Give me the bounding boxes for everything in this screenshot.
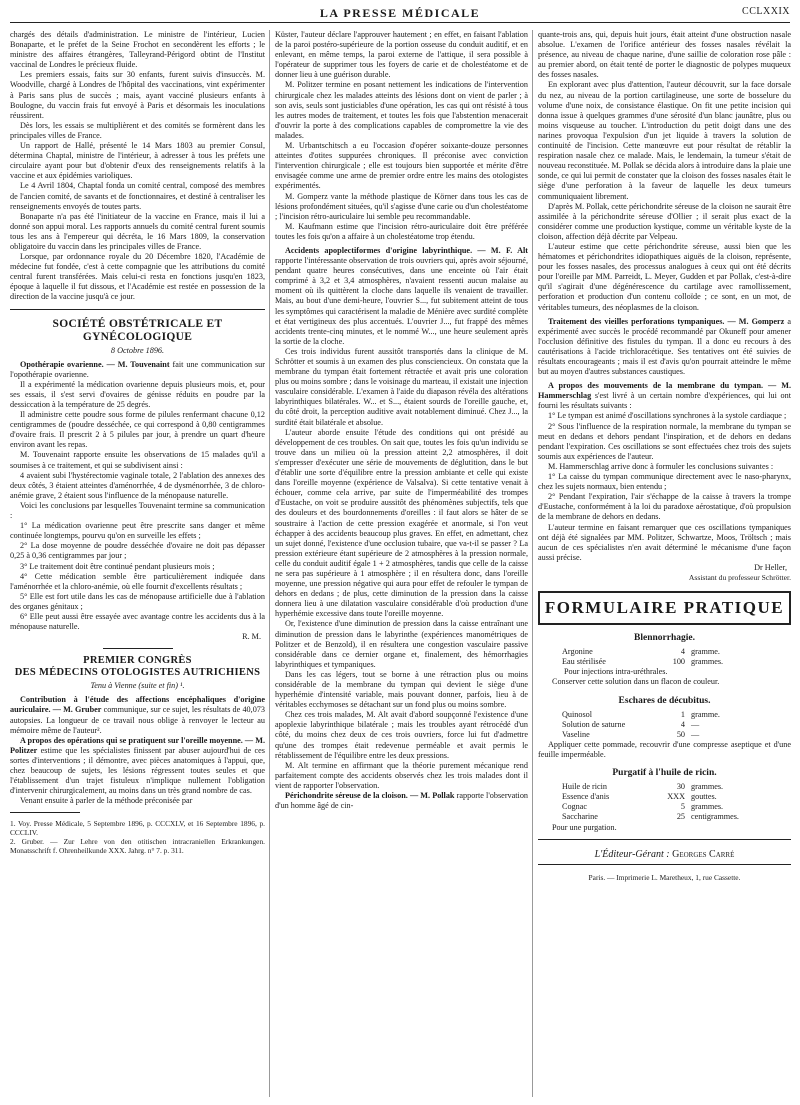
ingredient-row (538, 792, 791, 802)
article-heading: Traitement des vieilles perforations tympaniques. — M. Gomperz (548, 316, 785, 326)
paragraph: M. Hammerschlag arrive donc à formuler les conclusions suivantes : (548, 461, 774, 471)
article-heading: Opothérapie ovarienne. — M. Touvenaint (20, 359, 170, 369)
paragraph: M. Kaufmann estime que l'incision rétro-auriculaire doit être préférée toutes les fois qu'on a affaire à un cholestéatome trop étendu. (275, 221, 528, 241)
paragraph: quante-trois ans, qui, depuis huit jours, était atteint d'une obstruction nasale absolue. L'examen de l'orifice antérieur des fosses nasales révélait la présence, au niveau de chaque narine, d'une saillie de coloration rose pâle : au premier abord, on était tenté de porter le diagnostic de polypes muqueux des fosses nasales. (538, 30, 791, 80)
ingredient-quantity: XXX (667, 792, 685, 802)
recipe-title: Blennorrhagie. (634, 633, 695, 644)
recipe-title: Eschares de décubitus. (618, 695, 711, 706)
ingredient-quantity: 100 (672, 657, 685, 667)
ingredient-row (538, 730, 791, 740)
paragraph: Chez ces trois malades, M. Alt avait d'abord soupçonné l'existence d'une apoplexie labyrinthique bilatérale ; mais les troubles ayant rétrocédé d'un côté, du moins chez deux de ces trois ouvriers, force lui fut d'admettre qu'une des trompes était redevenue perméable et avait permis le rétablissement de l'équilibre entre les deux pressions. (275, 710, 528, 760)
editor-line (538, 850, 791, 860)
recipe-note: Appliquer cette pommade, recouvrir d'une compresse aseptique et d'une feuille imperméable. (538, 739, 791, 759)
list-item: 2° Sous l'influence de la respiration normale, la membrane du tympan se meut en dedans et dehors pendant l'inspiration, et de dehors en dedans pendant l'expiration. Ces oscillations se sont effectuées chez trois des sujets soumis aux expériences de l'auteur. (538, 421, 791, 461)
conclusion-item: 1° La médication ovarienne peut être prescrite sans danger et même continuée longtemps, pourvu qu'on en surveille les effets ; (10, 521, 265, 541)
ingredient-quantity: 30 (676, 782, 685, 792)
recipe-ingredients (538, 647, 791, 667)
column-3 (538, 30, 791, 1097)
paragraph: M. Touvenaint rapporte ensuite les observations de 15 malades qu'il a soumises à ce traitement, et qui se subdivisent ainsi : (10, 450, 265, 470)
ingredient-name: Quinosol (562, 709, 593, 719)
footnote: 1. Voy. Presse Médicale, 5 Septembre 1896, p. CCCXLV, et 16 Septembre 1896, p. CCCLIV. (10, 819, 265, 838)
ingredient-row (538, 657, 791, 667)
section-title-society: SOCIÉTÉ OBSTÉTRICALE ET GYNÉCOLOGIQUE (52, 317, 223, 343)
paragraph: Traitement des vieilles perforations tympaniques. — M. Gomperz a expérimenté avec succès le procédé recommandé par Okuneff pour amener l'occlusion définitive des fistules du tympan. Il a donc eu recours à des cautérisations à l'acide trichloracétique. Ses tentatives ont été suivies de résultats encourageants ; mais il est d'avis qu'on pourrait atteindre le même but au moyen d'autres substances caustiques. (538, 316, 791, 377)
paragraph: Bonaparte n'a pas été l'initiateur de la vaccine en France, mais il lui a donné son appui moral. Les rapports annuels du comité central furent soumis tous les ans à l'empereur qui décréta, le 16 Mars 1809, la conservation obligatoire du vaccin dans les principales villes de France. (10, 211, 265, 251)
ingredient-row (538, 802, 791, 812)
recipe-title: Purgatif à l'huile de ricin. (612, 768, 717, 779)
paragraph: L'auteur estime que cette périchondrite séreuse, aussi bien que les hématomes et périchondrites idiopathiques aiguës de la cloison, représente, pour les fosses nasales, des processus analogues à ceux qui ont été décrits pour l'oreille par MM. Parreidt, L. Meyer, Gudden et par Pollak, c'est-à-dire qu'il s'agirait d'une dégénérescence du cartilage avec ramollissement, perforation et production d'un contenu colloïde ; ce sont, en un mot, de véritables tumeurs, des néoplasmes de la cloison. (538, 241, 791, 312)
section-rule (10, 309, 265, 310)
recipe-note: Pour injections intra-uréthrales. (564, 667, 668, 677)
column-2 (275, 30, 528, 1097)
ingredient-row (538, 710, 791, 720)
paragraph: Dans les cas légers, tout se borne à une rétraction plus ou moins considérable de la membrane du tympan qui devient le siège d'une hyperhémie d'intensité variable, mais pouvant donner, parfois, lieu à de véritables ecchymoses se détachant sur un fond plus ou moins sombre. (275, 669, 528, 710)
paragraph: Accidents apoplectiformes d'origine labyrinthique. — M. F. Alt rapporte l'intéressante observation de trois ouvriers qui, après avoir séjourné, pendant quatre heures consécutives, dans une enceinte où l'air était comprimé à 3,2 et 3,4 atmosphères, n'avaient ressenti aucun malaise au moment où ils quittèrent la cloche dans laquelle ils venaient de travailler. Mais, au bout d'une demi-heure, l'ouvrier S..., fut subitement atteint de tous les symptômes qui caractérisent la maladie de Ménière avec surdité complète et état vertigineux des plus accentués. L'ouvrier J..., fut frappé des mêmes accidents trente-cinq minutes, et le nommé W..., une heure seulement après la sortie de la cloche. (275, 245, 528, 346)
ingredient-unit: grammes. (691, 782, 724, 792)
header-rule (10, 22, 790, 23)
paragraph: A propos des mouvements de la membrane du tympan. — M. Hammerschlag s'est livré à un certain nombre d'expériences, qui lui ont fourni les résultats suivants : (538, 381, 791, 411)
editor-label: L'Éditeur-Gérant : (594, 848, 670, 860)
article-heading: Accidents apoplectiformes d'origine labyrinthique. — M. F. Alt (285, 245, 528, 255)
paragraph: En explorant avec plus d'attention, l'auteur découvrit, sur la face dorsale du nez, au niveau de la portion cartilagineuse, une sorte de bosselure du volume d'une noix, de consistance élastique. On fit une petite incision qui donna issue à quelques grammes d'une sérosité d'un blanc jaunâtre, plus ou moins visqueuse au toucher. L'introduction du petit doigt dans une des narines provoqua l'expulsion d'un jet liquide à travers la solution de continuité de l'incision. Cette manœuvre eut pour résultat de rétablir la respiration nasale chez ce malade. Mais, le lendemain, la tumeur s'était de nouveau reconstituée. M. Pollak se décida alors à introduire dans la plaie une sonde, ce qui lui permit de constater que la cloison des fosses nasales était le siège d'une perforation à la faveur de laquelle les deux tumeurs communiquaient librement. (538, 80, 791, 201)
paragraph: L'auteur aborde ensuite l'étude des conditions qui ont présidé au développement de ces troubles. On sait que, toutes les fois qu'un individu se trouve dans un milieu où la pression atteint 2,2 atmosphères, il doit s'empresser d'exécuter une série de mouvements de déglutition, dans le but d'établir une sorte d'équilibre entre la pression ambiante et celle qui existe dans l'oreille moyenne (expérience de Valsalva). Si cette tentative venait à échouer, comme cela arrive, par suite de l'imperméabilité des trompes d'Eustache, on voit se produire aussitôt des phénomènes subjectifs, tels que des douleurs et des bourdonnements d'oreilles : il faut alors se hâter de se soustraire à l'action de cette pression exagérée et anormale, si l'on veut échapper à des accidents beaucoup plus graves. En effet, en admettant, chez un sujet donné, l'existence d'une occlusion tubaire, que va-t-il se passer ? La pression extérieure étant supérieure de 2 atmosphères à la pression normale, celle du conduit auditif égale 1 + 2 atmosphères, tandis que celle de la caisse ne sera pas supérieure à 1 atmosphère ; il en résultera donc, dans l'oreille moyenne, une pression négative qui aura pour effet de refouler le tympan de dehors en dedans ; de plus, cette diminution de la pression dans la caisse donnera lieu à une dilatation vasculaire considérable d'où production d'une hyperhémie excessive dans toute l'oreille moyenne. (275, 427, 528, 619)
ingredient-row (538, 720, 791, 730)
paragraph: Küster, l'auteur déclare l'approuver hautement ; en effet, en faisant l'ablation de la paroi postéro-supérieure de la portion osseuse du conduit auditif, et en enlevant, en même temps, la paroi externe de l'attique, il sera possible à l'opérateur de supprimer tous les foyers de carie et de cholestéatome et de donner lieu à une guérison durable. (275, 30, 528, 80)
article-heading: Contribution à l'étude des affections encéphaliques d'origine auriculaire. — M. Gruber (10, 695, 265, 715)
ingredient-quantity: 1 (680, 709, 685, 719)
recipe-note: Pour une purgation. (552, 822, 617, 832)
paragraph: M. Gomperz vante la méthode plastique de Körner dans tous les cas de lésions profondément situées, qu'il s'agisse d'une carie ou d'un cholestéatome ; l'incision rétro-auriculaire lui semble peu recommandable. (275, 191, 528, 221)
footnote: 2. Gruber. — Zur Lehre von den otitischen intracraniellen Erkrankungen. Monatsschrift f. Ohrenheilkunde XXX. Jahrg. n° 7. p. 311. (10, 837, 265, 856)
conclusion-item: 3° Le traitement doit être continué pendant plusieurs mois ; (20, 561, 215, 571)
conclusion-item: 6° Elle peut aussi être essayée avec avantage contre les accidents dus à la ménopause naturelle. (10, 611, 265, 632)
printer-imprint: Paris. — Imprimerie L. Maretheux, 1, rue Cassette. (588, 872, 741, 882)
recipe-note: Conserver cette solution dans un flacon de couleur. (552, 677, 720, 687)
ingredient-quantity: 4 (680, 719, 685, 729)
ingredient-row (538, 812, 791, 822)
paragraph: Il administre cette poudre sous forme de pilules renfermant chacune 0,12 centigrammes de (poudre desséchée, ce qui correspond à 0,80 centigrammes d'ovaire frais. Il prescrit 2 à 5 pilules par jour, à prendre un quart d'heure environ avant les repas. (10, 410, 265, 450)
author-affiliation: Assistant du professeur Schrötter. (688, 572, 791, 582)
paragraph: Il a expérimenté la médication ovarienne depuis plusieurs mois, et, pour ses essais, il s'est servi d'ovaires de génisse réduits en poudre par la dessiccation à la température de 25 degrés. (10, 379, 265, 409)
ingredient-name: Cognac (562, 802, 588, 812)
paragraph: 4 avaient subi l'hystérectomie vaginale totale, 2 l'ablation des annexes des deux côtés, 3 étaient atteintes d'aménorrhée, 4 de dysménorrhée, 3 de chloro-anémie grave, 2 étaient sous l'influence de la ménopause naturelle. (10, 470, 265, 500)
recipe-ingredients (538, 782, 791, 822)
footnote-rule (10, 812, 80, 813)
list-item: 1° Le tympan est animé d'oscillations synchrones à la systole cardiaque ; (548, 411, 787, 421)
column-divider (269, 30, 270, 1097)
formulary-title: FORMULAIRE PRATIQUE (544, 598, 785, 618)
page-folio: CCLXXIX (742, 6, 790, 17)
paragraph: Voici les conclusions par lesquelles Touvenaint termine sa communication : (10, 500, 265, 521)
conclusion-item: 4° Cette médication semble être particulièrement indiquée dans l'aménorrhée et la chloro-anémie, où elle fournit d'excellents résultats ; (10, 571, 265, 591)
section-rule (538, 864, 791, 865)
section-subtitle-congress: DES MÉDECINS OTOLOGISTES AUTRICHIENS (14, 667, 261, 679)
journal-title: LA PRESSE MÉDICALE (319, 6, 481, 20)
list-item: 1° La caisse du tympan communique directement avec le naso-pharynx, chez les sujets normaux, bien entendu ; (538, 472, 791, 492)
section-date: 8 Octobre 1896. (110, 345, 165, 355)
paragraph: Lorsque, par ordonnance royale du 20 Décembre 1820, l'Académie de médecine fut fondée, c'est à cette compagnie que les attributions du comité central furent transférées. Mais celui-ci resta en fonctions jusqu'en 1823, époque à laquelle il fut dissous, et l'Académie est restée en possession de la direction de la vaccine jusqu'à ce jour. (10, 252, 265, 302)
ingredient-name: Saccharine (562, 812, 598, 822)
ingredient-quantity: 4 (680, 647, 685, 657)
article-heading: Périchondrite séreuse de la cloison. — M. Pollak (285, 791, 455, 801)
paragraph: Dès lors, les essais se multiplièrent et des comités se formèrent dans les principales villes de France. (10, 120, 265, 140)
paragraph: Périchondrite séreuse de la cloison. — M. Pollak rapporte l'observation d'un homme âgé de cin- (275, 791, 528, 811)
section-rule (538, 839, 791, 840)
ingredient-unit: gramme. (691, 709, 720, 719)
ingredient-unit: grammes. (691, 802, 724, 812)
ingredient-unit: — (691, 719, 700, 729)
paragraph: Opothérapie ovarienne. — M. Touvenaint fait une communication sur l'opothérapie ovarienne. (10, 359, 265, 379)
ingredient-unit: gouttes. (691, 792, 717, 802)
list-item: 2° Pendant l'expiration, l'air s'échappe de la caisse à travers la trompe d'Eustache, conformément à la loi du paradoxe aérostatique, d'où propulsion de la membrane de dehors en dedans. (538, 492, 791, 522)
ingredient-name: Essence d'anis (562, 792, 610, 802)
paragraph: Or, l'existence d'une diminution de pression dans la caisse entraînant une diminution de pression dans le labyrinthe (expériences manométriques de Politzer et de Benzold), il en résultera une congestion vasculaire passive considérable dans ce dernier organe et, finalement, des hémorrhagies labyrinthiques et tympaniques. (275, 619, 528, 669)
section-rule (103, 648, 173, 649)
paragraph: D'après M. Pollak, cette périchondrite séreuse de la cloison ne saurait être assimilée à la périchondrite séreuse d'Ollier ; il serait plus exact de la considérer comme une production kystique, comme un véritable kyste de la cloison, affection déjà décrite par Velpeau. (538, 201, 791, 241)
ingredient-quantity: 50 (676, 729, 685, 739)
ingredient-name: Eau stérilisée (562, 657, 606, 667)
ingredient-unit: — (691, 729, 700, 739)
ingredient-name: Solution de saturne (562, 719, 626, 729)
ingredient-row (538, 647, 791, 657)
paragraph: Venant ensuite à parler de la méthode préconisée par (20, 796, 193, 806)
ingredient-name: Huile de ricin (562, 782, 608, 792)
ingredient-quantity: 25 (676, 812, 685, 822)
ingredient-unit: grammes. (691, 657, 724, 667)
paragraph: Les premiers essais, faits sur 30 enfants, furent suivis d'insuccès. M. Woodville, chargé à Londres de l'hôpital des vaccinations, vint expérimenter à Paris sans plus de succès ; mais, ayant vacciné plusieurs enfants à Boulogne, du vaccin frais fut envoyé à Paris et désormais les inoculations réussirent. (10, 70, 265, 120)
column-1 (10, 30, 265, 1097)
author-signature: R. M. (242, 632, 261, 642)
formulary-title-box (538, 591, 791, 625)
column-divider (532, 30, 533, 1097)
ingredient-unit: gramme. (691, 647, 720, 657)
conclusion-item: 2° La dose moyenne de poudre desséchée d'ovaire ne doit pas dépasser 0,25 à 0,36 centigrammes par jour ; (10, 541, 265, 561)
paragraph: Un rapport de Hallé, présenté le 14 Mars 1803 au premier Consul, détermina Chaptal, ministre de l'intérieur, à adresser à tous les préfets une circulaire ayant pour but d'obtenir d'eux des renseignements relatifs à la vaccine et aux épidémies varioliques. (10, 141, 265, 181)
ingredient-quantity: 5 (680, 802, 685, 812)
paragraph: chargés des détails d'administration. Le ministre de l'intérieur, Lucien Bonaparte, et le préfet de la Seine Frochot en secondèrent les efforts ; le ministre des affaires étrangères, Talleyrand-Périgord obtint de l'Institut vaccinal de Londres le précieux fluide. (10, 30, 265, 70)
paragraph: Le 4 Avril 1804, Chaptal fonda un comité central, composé des membres de l'ancien comité, de savants et de fonctionnaires, et destiné à centraliser les renseignements envoyés de toutes parts. (10, 181, 265, 211)
paragraph: Contribution à l'étude des affections encéphaliques d'origine auriculaire. — M. Gruber communique, sur ce sujet, les résultats de 40,073 autopsies. La longueur de ce travail nous oblige à renvoyer le lecteur au mémoire même de l'auteur². (10, 695, 265, 735)
paragraph: M. Politzer termine en posant nettement les indications de l'intervention chirurgicale chez les malades atteints des lésions dont on vient de parler ; à son avis, seuls sont justiciables d'une opération, les cas qui ont résisté à tous les autres modes de traitement, et toutes les fois que l'abstention menacerait d'ouvrir la porte à des complications capables de compromettre la vie des malades. (275, 80, 528, 140)
editor-name: Georges Carré (672, 848, 735, 860)
article-heading: A propos des mouvements de la membrane du tympan. — M. Hammerschlag (538, 381, 791, 401)
paragraph: M. Alt termine en affirmant que la théorie purement mécanique rend parfaitement compte des accidents observés chez les trois malades dont il vient de rapporter l'observation. (275, 760, 528, 790)
paragraph: A propos des opérations qui se pratiquent sur l'oreille moyenne. — M. Politzer estime que les spécialistes finissent par abuser aujourd'hui de ces sortes d'interventions ; il démontre, avec pièces anatomiques à l'appui, que, chez beaucoup de sujets, les lésions régressent toutes seules et que l'établissement d'un trajet fistuleux n'implique nullement l'obligation d'intervenir chirurgicalement, au moins dans un très grand nombre de cas. (10, 735, 265, 796)
author-signature: Dr Heller, (754, 562, 787, 572)
article-heading: A propos des opérations qui se pratiquent sur l'oreille moyenne. — M. Politzer (10, 735, 265, 755)
paragraph: M. Urbantschitsch a eu l'occasion d'opérer soixante-douze personnes atteintes d'otites suppurées chroniques. Il préconise avec conviction l'intervention chirurgicale ; elle est toujours bien supportée et mérite d'être envisagée comme une arme de premier ordre entre les mains des otologistes expérimentés. (275, 141, 528, 191)
section-location: Tenu à Vienne (suite et fin) ¹. (90, 681, 185, 691)
running-header (10, 4, 790, 24)
ingredient-row (538, 782, 791, 792)
ingredient-name: Vaseline (562, 729, 590, 739)
recipe-ingredients (538, 710, 791, 740)
ingredient-name: Argonine (562, 647, 593, 657)
section-title-congress: PREMIER CONGRÈS (83, 655, 192, 667)
conclusion-item: 5° Elle est fort utile dans les cas de ménopause artificielle due à l'ablation des organes génitaux ; (10, 591, 265, 611)
ingredient-unit: centigrammes. (691, 812, 739, 822)
paragraph: L'auteur termine en faisant remarquer que ces oscillations tympaniques ont déjà été signalées par MM. Politzer, Schwartze, Moos, Tröltsch ; mais aucun de ces spécialistes n'en avait déterminé le mécanisme d'une façon aussi précise. (538, 522, 791, 562)
paragraph: Ces trois individus furent aussitôt transportés dans la clinique de M. Schrötter et soumis à un examen des plus consciencieux. On constata que la membrane du tympan était fortement rétractée et avait pris une coloration plus ou moins sombre ; dans le voisinage du marteau, il existait une injection vasculaire considérable. L'examen à l'aide du diapason révéla des altérations labyrinthiques bilatérales. W... et S..., étaient sourds de l'oreille gauche, et, du côté droit, la perception auditive avait notablement diminué. Chez J..., la surdité était bilatérale et absolue. (275, 346, 528, 427)
